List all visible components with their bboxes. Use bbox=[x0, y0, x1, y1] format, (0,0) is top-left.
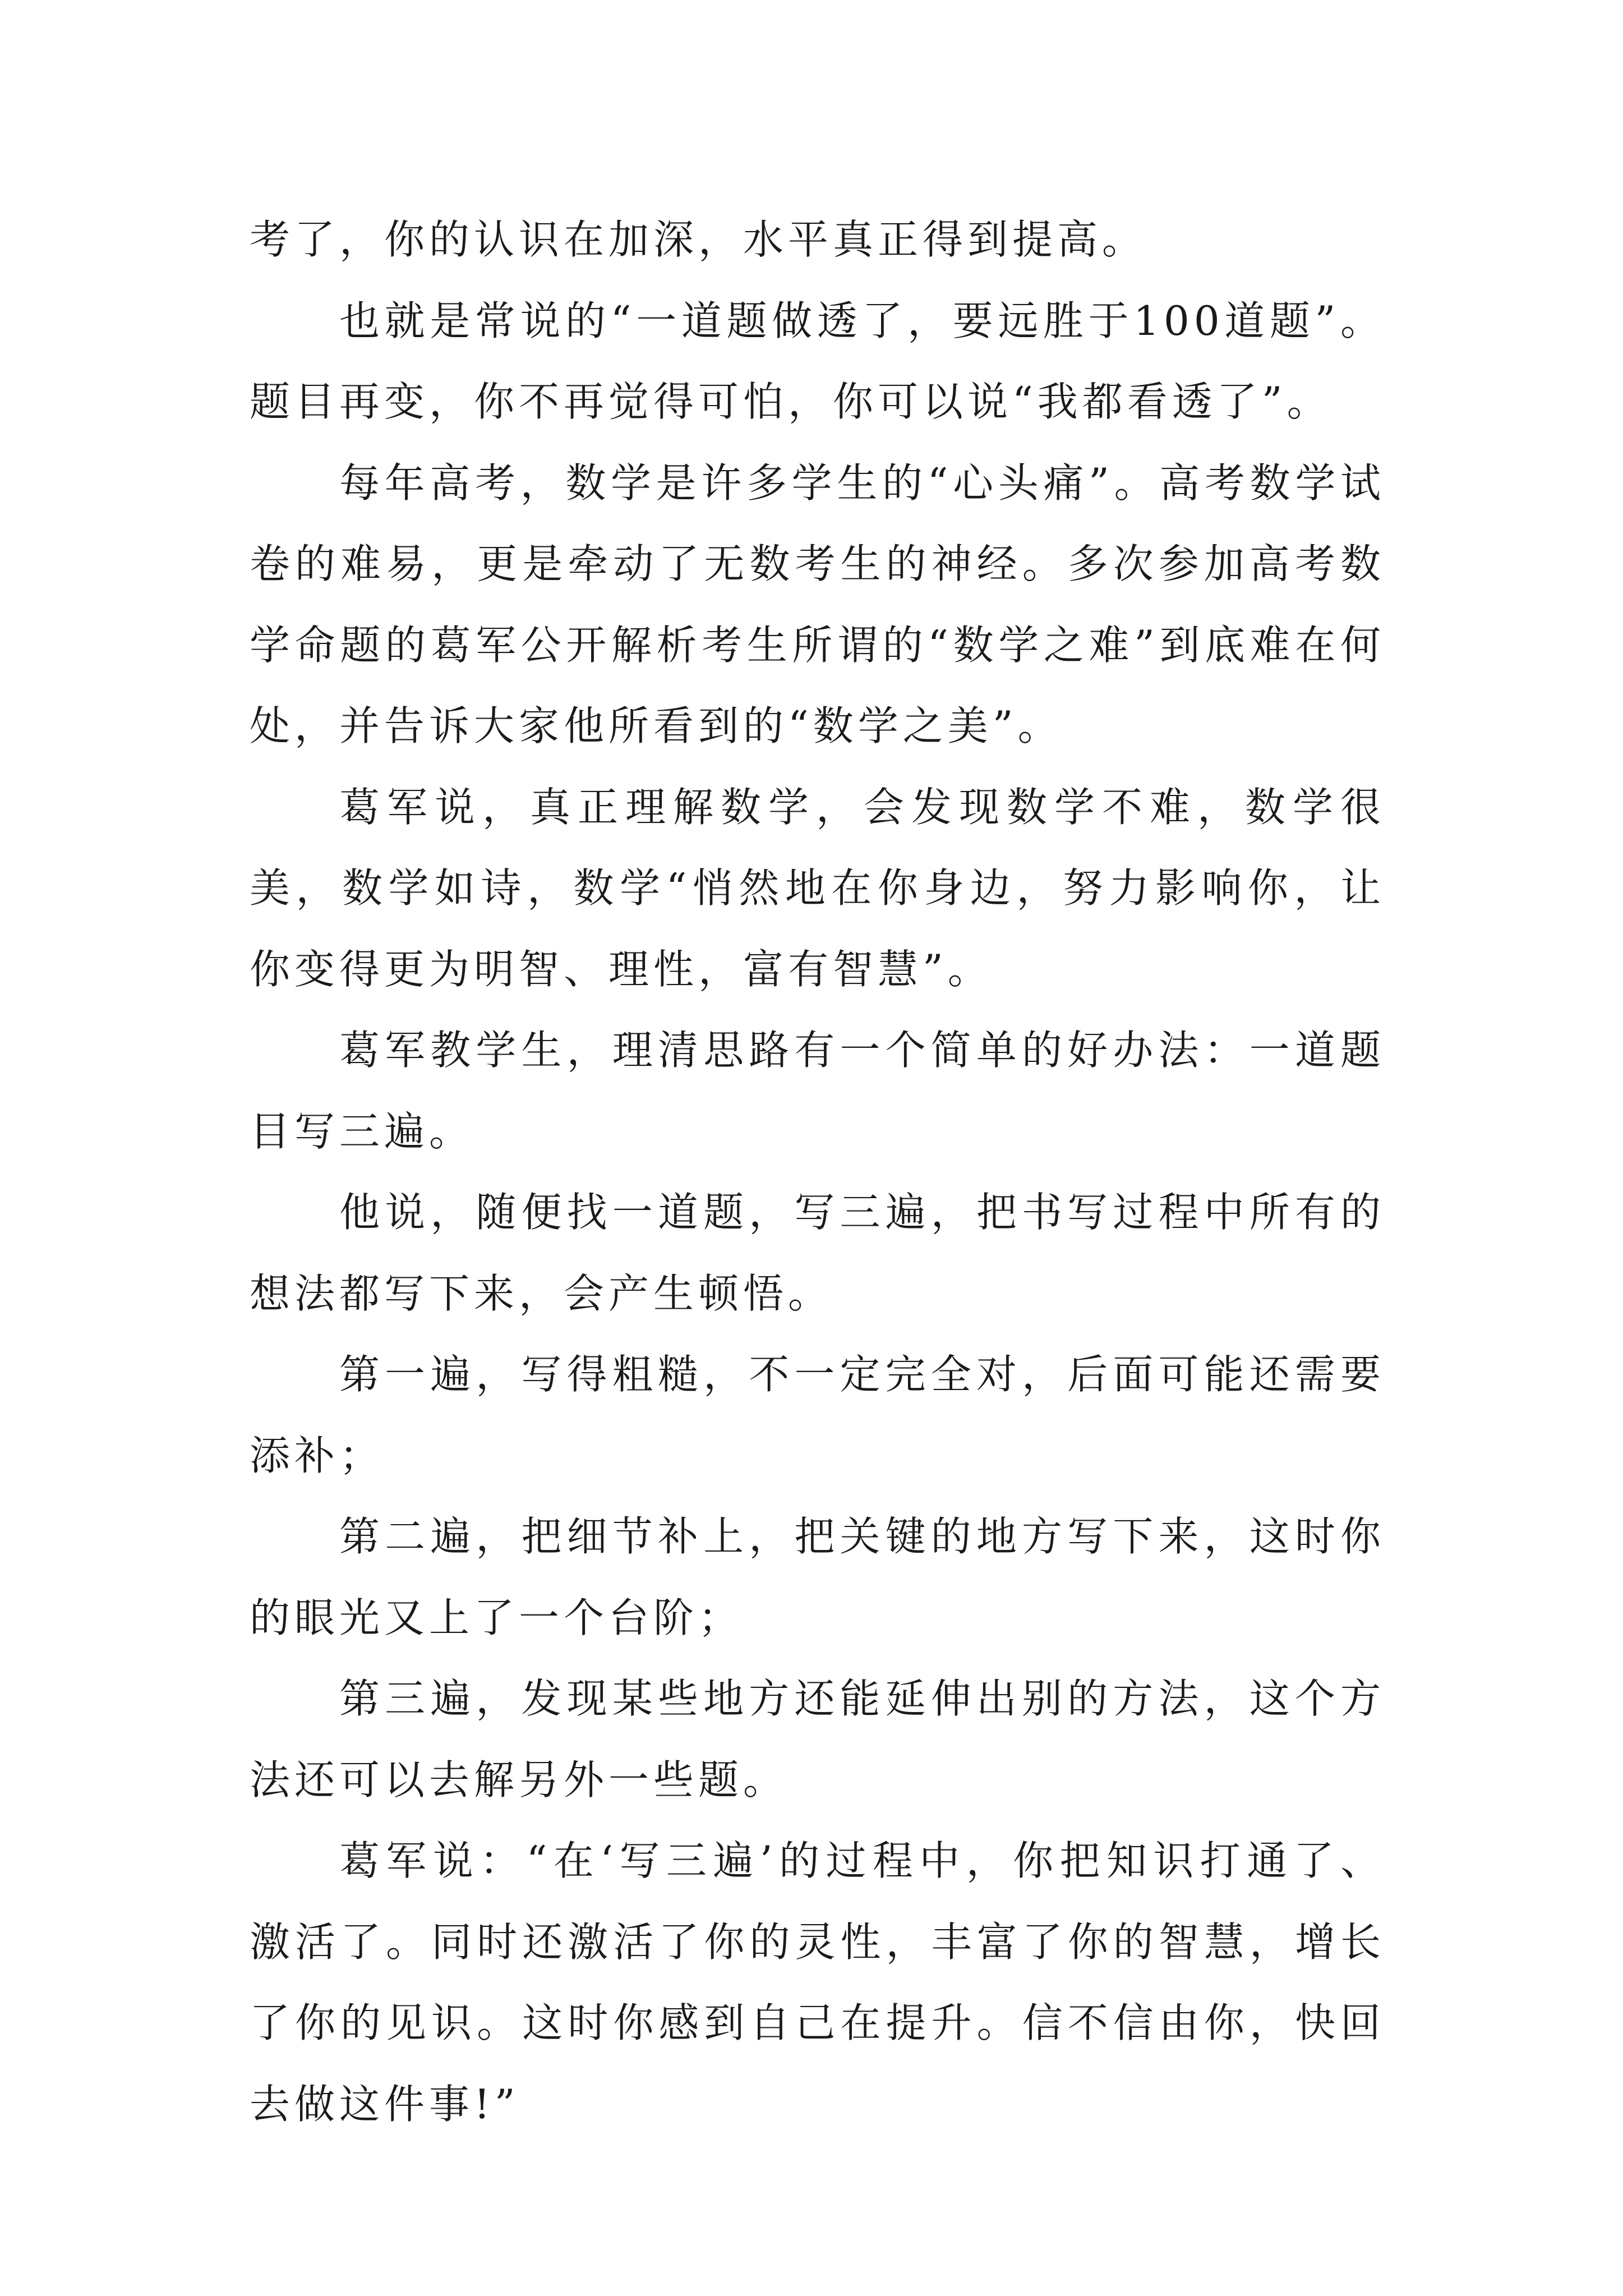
paragraph: 葛军说，真正理解数学，会发现数学不难，数学很美，数学如诗，数学“悄然地在你身边，努力影响你，让你变得更为明智、理性，富有智慧”。 bbox=[250, 783, 1385, 993]
paragraph: 第二遍，把细节补上，把关键的地方写下来，这时你的眼光又上了一个台阶； bbox=[250, 1513, 1385, 1641]
paragraph: 也就是常说的“一道题做透了，要远胜于100道题”。题目再变，你不再觉得可怕，你可以说“我都看透了”。 bbox=[250, 297, 1385, 425]
paragraph: 葛军说：“在‘写三遍’的过程中，你把知识打通了、激活了。同时还激活了你的灵性，丰富了你的智慧，增长了你的见识。这时你感到自己在提升。信不信由你，快回去做这件事!” bbox=[250, 1837, 1385, 2128]
document-body bbox=[250, 199, 1385, 2145]
paragraph: 第一遍，写得粗糙，不一定完全对，后面可能还需要添补； bbox=[250, 1351, 1385, 1479]
paragraph: 第三遍，发现某些地方还能延伸出别的方法，这个方法还可以去解另外一些题。 bbox=[250, 1675, 1385, 1803]
paragraph: 每年高考，数学是许多学生的“心头痛”。高考数学试卷的难易，更是牵动了无数考生的神经。多次参加高考数学命题的葛军公开解析考生所谓的“数学之难”到底难在何处，并告诉大家他所看到的“数学之美”。 bbox=[250, 459, 1385, 749]
paragraph: 考了，你的认识在加深，水平真正得到提高。 bbox=[250, 216, 1147, 263]
paragraph: 葛军教学生，理清思路有一个简单的好办法：一道题目写三遍。 bbox=[250, 1027, 1385, 1155]
paragraph: 他说，随便找一道题，写三遍，把书写过程中所有的想法都写下来，会产生顿悟。 bbox=[250, 1189, 1385, 1317]
